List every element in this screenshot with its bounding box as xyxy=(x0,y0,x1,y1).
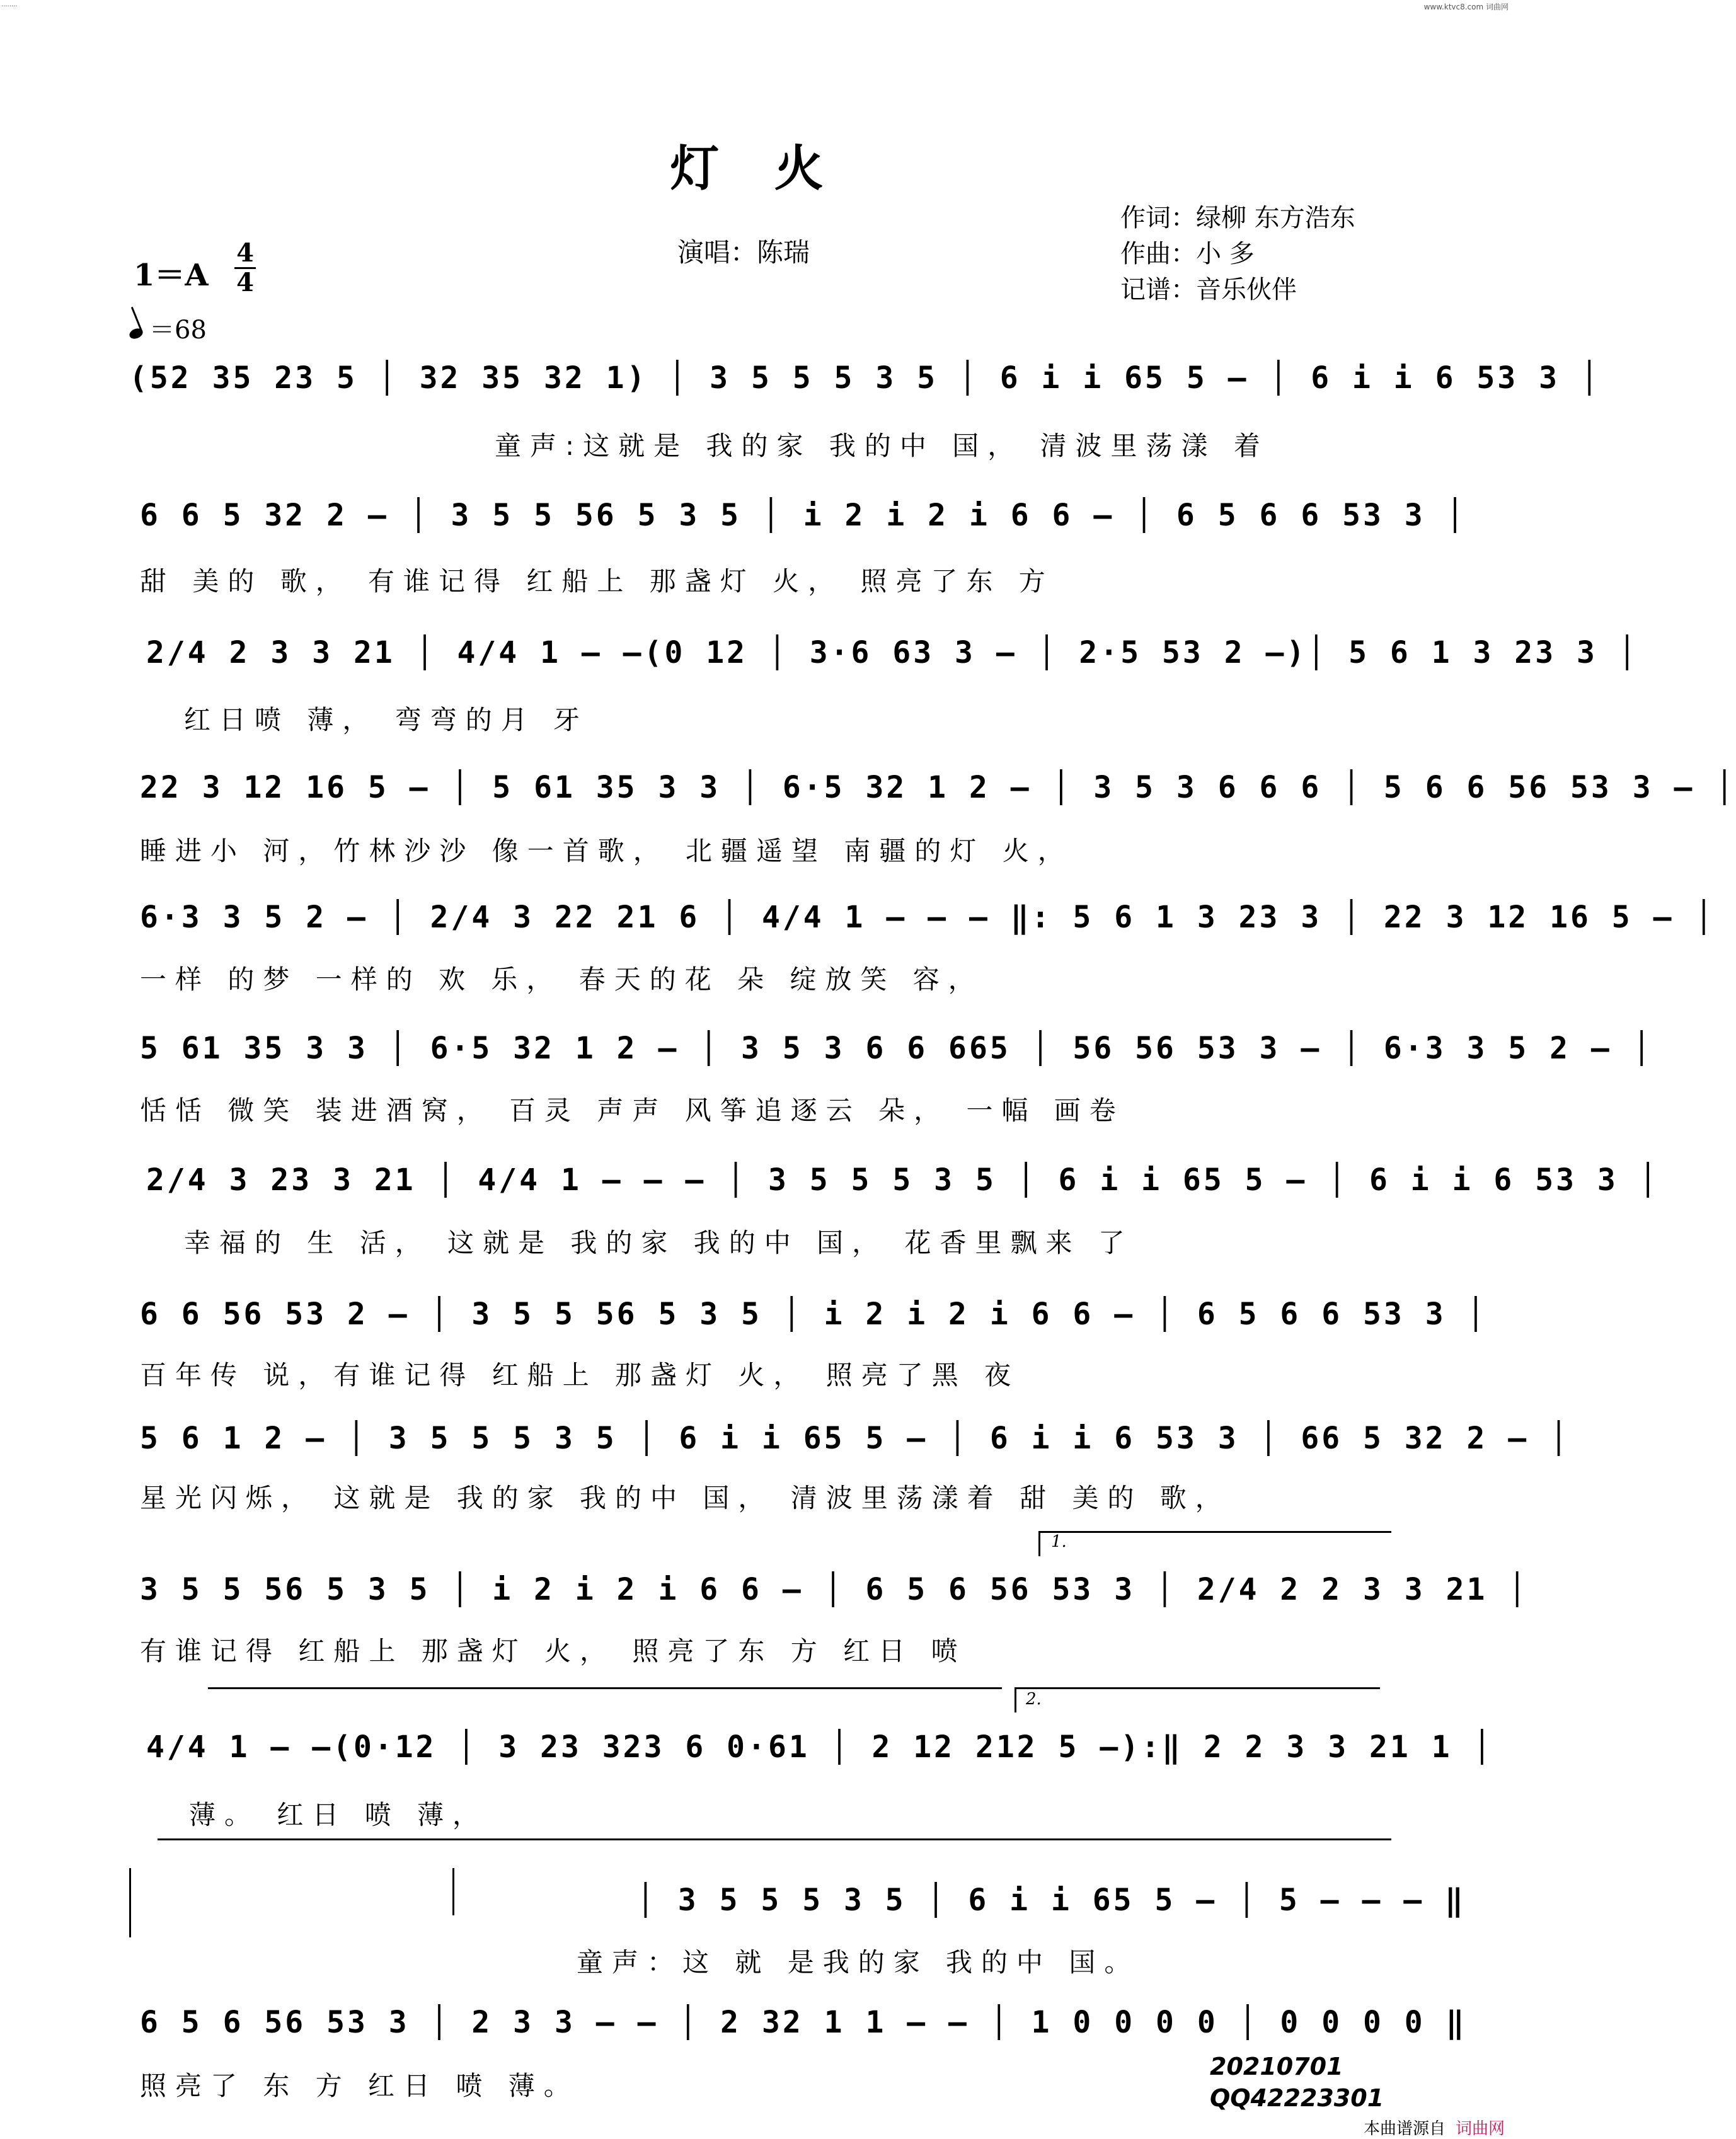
volta-2-label: 2. xyxy=(1026,1690,1042,1709)
system-4-notes: 22 3 12 16 5 – │ 5 61 35 3 3 │ 6·5 32 1 2 – │ 3 5 3 6 6 6 │ 5 6 6 56 53 3 – │ xyxy=(140,770,1736,805)
time-top: 4 xyxy=(236,238,254,268)
time-signature xyxy=(234,239,256,297)
system-13-notes: 6 5 6 56 53 3 │ 2 3 3 – – │ 2 32 1 1 – – │ 1 0 0 0 0 │ 0 0 0 0 ‖ xyxy=(140,2005,1467,2040)
credits xyxy=(1120,200,1355,308)
system-6-lyrics: 恬恬 微笑 装进酒窝， 百灵 声声 风筝追逐云 朵， 一幅 画卷 xyxy=(140,1095,1125,1126)
system-9-lyrics: 星光闪烁， 这就是 我的家 我的中 国， 清波里荡漾着 甜 美的 歌， xyxy=(140,1482,1231,1513)
system-11-lyrics: 薄。 红日 喷 薄， xyxy=(189,1799,488,1830)
key-signature: 1＝A xyxy=(134,258,209,293)
empty-bar-mid xyxy=(452,1868,454,1915)
system-11-notes: 4/4 1 – –(0·12 │ 3 23 323 6 0·61 │ 2 12 212 5 –):‖ 2 2 3 3 21 1 │ xyxy=(146,1729,1494,1765)
footer-text: 本曲谱源自 xyxy=(1363,2119,1446,2138)
song-title: 灯 火 xyxy=(670,140,842,197)
transcription-date: 20210701 xyxy=(1210,2053,1343,2080)
footer-brand-link[interactable]: 词曲网 xyxy=(1455,2119,1505,2138)
system-3-notes: 2/4 2 3 3 21 │ 4/4 1 – –(0 12 │ 3·6 63 3 – │ 2·5 53 2 –)│ 5 6 1 3 23 3 │ xyxy=(146,635,1639,670)
system-12-lyrics: 童声：这 就 是我的家 我的中 国。 xyxy=(577,1947,1140,1978)
system-8-notes: 6 6 56 53 2 – │ 3 5 5 56 5 3 5 │ i 2 i 2 i 6 6 – │ 6 5 6 6 53 3 │ xyxy=(140,1297,1488,1332)
system-10-lyrics: 有谁记得 红船上 那盏灯 火， 照亮了东 方 红日 喷 xyxy=(140,1636,967,1666)
singer: 演唱：陈瑞 xyxy=(677,237,810,268)
watermark-top-right: www.ktvc8.com 词曲网 xyxy=(1423,3,1509,11)
system-1-lyrics: 童声:这就是 我的家 我的中 国， 清波里荡漾 着 xyxy=(495,430,1269,461)
system-8-lyrics: 百年传 说，有谁记得 红船上 那盏灯 火， 照亮了黑 夜 xyxy=(140,1360,1020,1391)
credit-composer: 作曲：小 多 xyxy=(1120,239,1255,268)
volta-1-label: 1. xyxy=(1051,1532,1067,1551)
transcription-qq: QQ42223301 xyxy=(1210,2084,1384,2112)
tempo-value: ＝68 xyxy=(149,316,207,345)
volta-2-bracket-left xyxy=(1015,1687,1016,1712)
continuation-line xyxy=(208,1687,1002,1689)
system-4-lyrics: 睡进小 河，竹林沙沙 像一首歌， 北疆遥望 南疆的灯 火， xyxy=(140,835,1073,866)
volta-1-bracket xyxy=(1038,1531,1391,1533)
system-1-notes: (52 35 23 5 │ 32 35 32 1) │ 3 5 5 5 3 5 │ 6 i i 65 5 – │ 6 i i 6 53 3 │ xyxy=(129,360,1601,396)
volta-2-bracket xyxy=(1015,1687,1380,1689)
system-2-notes: 6 6 5 32 2 – │ 3 5 5 56 5 3 5 │ i 2 i 2 i 6 6 – │ 6 5 6 6 53 3 │ xyxy=(140,498,1467,533)
system-7-lyrics: 幸福的 生 活， 这就是 我的家 我的中 国， 花香里飘来 了 xyxy=(184,1227,1134,1258)
system-separator xyxy=(158,1838,1391,1840)
transcription-note xyxy=(1210,2051,1384,2114)
system-3-lyrics: 红日喷 薄， 弯弯的月 牙 xyxy=(184,704,589,735)
system-5-notes: 6·3 3 5 2 – │ 2/4 3 22 21 6 │ 4/4 1 – – – ‖: 5 6 1 3 23 3 │ 22 3 12 16 5 – │ xyxy=(140,900,1716,935)
volta-1-bracket-left xyxy=(1038,1531,1040,1556)
credit-lyricist: 作词：绿柳 东方浩东 xyxy=(1120,204,1355,232)
system-10-notes: 3 5 5 56 5 3 5 │ i 2 i 2 i 6 6 – │ 6 5 6 56 53 3 │ 2/4 2 2 3 3 21 │ xyxy=(140,1572,1529,1607)
system-5-lyrics: 一样 的梦 一样的 欢 乐， 春天的花 朵 绽放笑 容， xyxy=(140,964,984,995)
footer-source xyxy=(1364,2116,1505,2139)
system-7-notes: 2/4 3 23 3 21 │ 4/4 1 – – – │ 3 5 5 5 3 5 │ 6 i i 65 5 – │ 6 i i 6 53 3 │ xyxy=(146,1162,1660,1198)
system-2-lyrics: 甜 美的 歌， 有谁记得 红船上 那盏灯 火， 照亮了东 方 xyxy=(140,566,1054,597)
time-bottom: 4 xyxy=(236,268,254,297)
quarter-note-icon xyxy=(128,326,144,340)
tempo-marking xyxy=(129,310,207,346)
system-12-notes: │ 3 5 5 5 3 5 │ 6 i i 65 5 – │ 5 – – – ‖ xyxy=(636,1883,1466,1918)
system-13-lyrics: 照亮了 东 方 红日 喷 薄。 xyxy=(140,2070,579,2101)
system-9-notes: 5 6 1 2 – │ 3 5 5 5 3 5 │ 6 i i 65 5 – │ 6 i i 6 53 3 │ 66 5 32 2 – │ xyxy=(140,1421,1570,1456)
empty-bar-left xyxy=(129,1868,131,1937)
credit-transcriber: 记谱：音乐伙伴 xyxy=(1120,275,1297,304)
watermark-top-left: ........ xyxy=(1,1,18,8)
system-6-notes: 5 61 35 3 3 │ 6·5 32 1 2 – │ 3 5 3 6 6 665 │ 56 56 53 3 – │ 6·3 3 5 2 – │ xyxy=(140,1031,1653,1066)
